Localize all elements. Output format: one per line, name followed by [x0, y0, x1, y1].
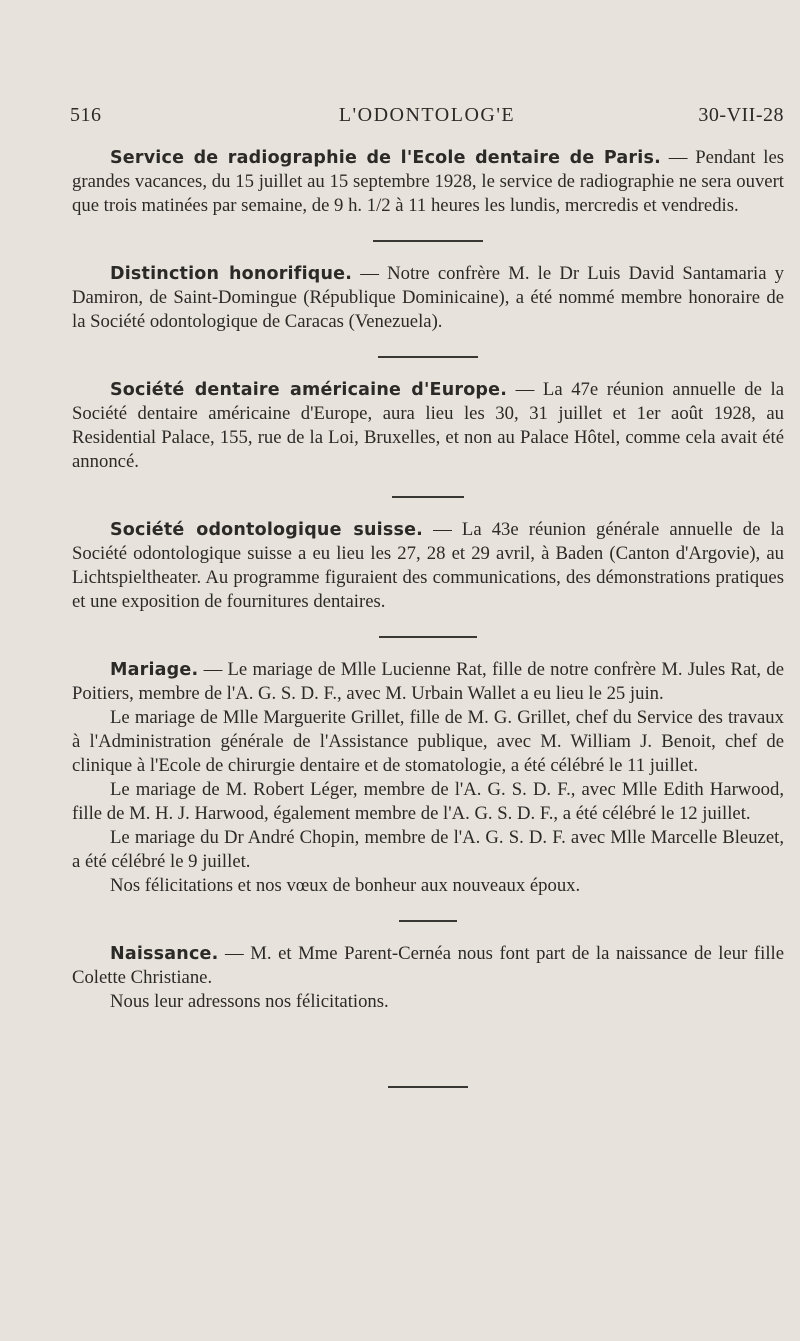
section-divider: [378, 356, 478, 358]
section-text: — Le mariage de Mlle Lucienne Rat, fille de notre confrère M. Jules Rat, de Poitiers, membre de l'A. G. S. D. F., avec M. Urbain Wallet a eu lieu le 25 juin.: [72, 659, 784, 704]
section-heading: Naissance.: [110, 944, 219, 964]
section-text: — Pendant les grandes vacances, du 15 juillet au 15 septembre 1928, le service de radiographie ne sera ouvert que trois matinées par semaine, de 9 h. 1/2 à 11 heures les lundis, mercredis et vendredis.: [72, 147, 785, 216]
section-heading: Distinction honorifique.: [110, 264, 353, 284]
section-text: — M. et Mme Parent-Cernéa nous font part de la naissance de leur fille Colette Christiane.: [72, 943, 784, 988]
section-text: — Notre confrère M. le Dr Luis David Santamaria y Damiron, de Saint-Domingue (République Dominicaine), a été nommé membre honoraire de la Société odontologique de Caracas (Venezuela).: [72, 263, 784, 332]
section-paragraph: [72, 262, 784, 334]
section-paragraph: Le mariage du Dr André Chopin, membre de l'A. G. S. D. F. avec Mlle Marcelle Bleuzet, a été célébré le 9 juillet.: [72, 827, 784, 872]
section-paragraph: Le mariage de M. Robert Léger, membre de l'A. G. S. D. F., avec Mlle Edith Harwood, fille de M. H. J. Harwood, également membre de l'A. G. S. D. F., a été célébré le 12 juillet.: [72, 779, 784, 824]
section-distinction: [72, 262, 784, 334]
section-paragraph: [72, 146, 784, 218]
section-divider: [399, 920, 457, 922]
section-paragraph: [72, 942, 784, 990]
section-societe-suisse: [72, 518, 784, 614]
page-number: 516: [70, 104, 102, 126]
section-paragraph: Nous leur adressons nos félicitations.: [110, 991, 389, 1012]
section-text: — La 43e réunion générale annuelle de la Société odontologique suisse a eu lieu les 27, 28 et 29 avril, à Baden (Canton d'Argovie), au Lichtspieltheater. Au programme figuraient des communications, des démonstrations pratiques et une exposition de fournitures dentaires.: [72, 519, 784, 612]
article-body: [72, 146, 784, 1088]
section-heading: Mariage.: [110, 660, 199, 680]
section-heading: Société dentaire américaine d'Europe.: [110, 380, 508, 400]
end-divider: [388, 1086, 468, 1088]
section-paragraph: Nos félicitations et nos vœux de bonheur aux nouveaux époux.: [110, 875, 581, 896]
section-divider: [379, 636, 477, 638]
running-header: [70, 104, 784, 134]
issue-date: 30-VII-28: [698, 104, 784, 126]
section-paragraph: [72, 378, 784, 474]
journal-title: L'ODONTOLOG'E: [338, 104, 516, 126]
section-paragraph: Le mariage de Mlle Marguerite Grillet, fille de M. G. Grillet, chef du Service des travaux à l'Administration générale de l'Assistance publique, avec M. William J. Benoit, chef de clinique à l'Ecole de chirurgie dentaire et de stomatologie, a été célébré le 11 juillet.: [72, 707, 784, 776]
section-paragraph: [72, 658, 784, 706]
section-naissance: [72, 942, 784, 1014]
section-divider: [392, 496, 464, 498]
section-text: — La 47e réunion annuelle de la Société dentaire américaine d'Europe, aura lieu les 30, 31 juillet et 1er août 1928, au Residential Palace, 155, rue de la Loi, Bruxelles, et non au Palace Hôtel, comme cela avait été annoncé.: [72, 379, 785, 472]
section-mariage: [72, 658, 784, 898]
section-societe-americaine: [72, 378, 784, 474]
section-radiographie: [72, 146, 784, 218]
section-paragraph: [72, 518, 784, 614]
section-heading: Société odontologique suisse.: [110, 520, 423, 540]
section-divider: [373, 240, 483, 242]
section-heading: Service de radiographie de l'Ecole dentaire de Paris.: [110, 148, 661, 168]
